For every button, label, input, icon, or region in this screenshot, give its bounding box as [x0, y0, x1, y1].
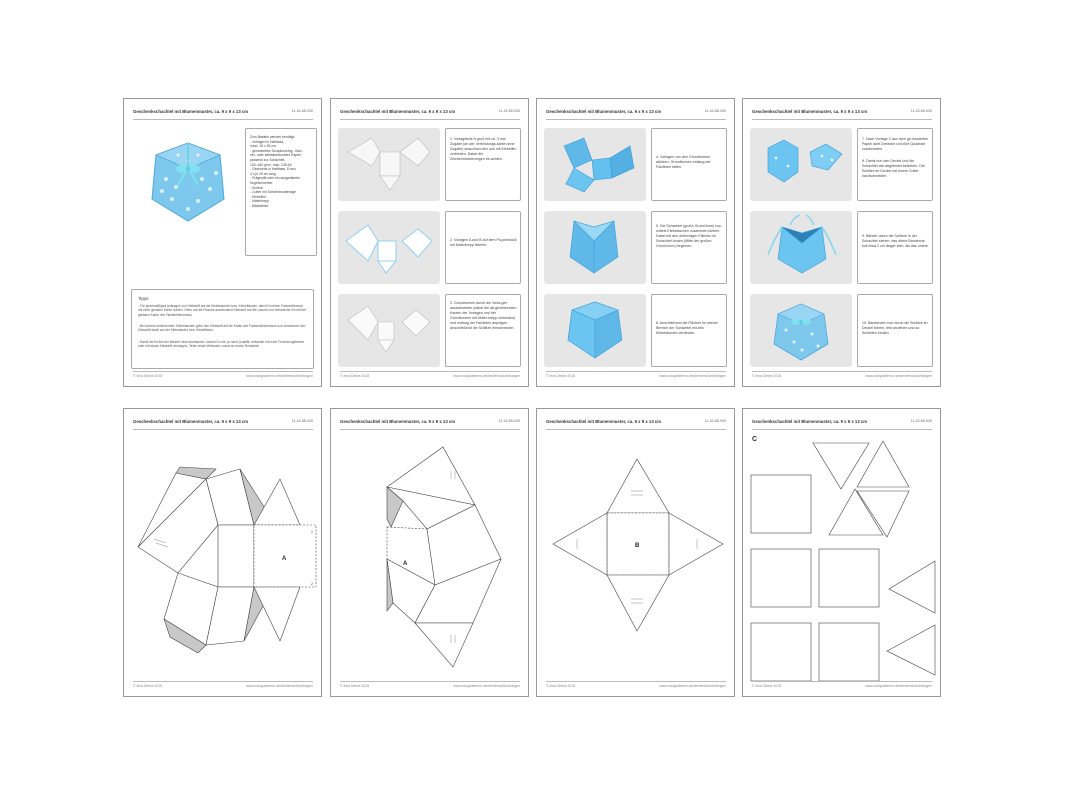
page-3-steps — [536, 98, 735, 387]
page-title: Geschenkschachtel mit Blumenmuster, ca. 9 x 9 x 13 cm — [752, 109, 868, 114]
step-3-box — [445, 294, 521, 367]
step-10-text: 10. Bandenden nun durch die Schlitze im Deckel führen, fest anziehen und zu Schleifen binden — [862, 321, 928, 335]
page-title: Geschenkschachtel mit Blumenmuster, ca. 9 x 9 x 13 cm — [133, 419, 249, 424]
label-b: B — [635, 543, 640, 549]
step-9-text: 9. Bänder durch die Schlitze in der Schachtel ziehen, das obere Bandende soll etwa 2 cm länger sein, als das untere. — [862, 234, 929, 248]
step-6-text: 6. Anschließend die Flächen im oberen Bereich der Schachtel mit-tels Klebelaschen verbinden. — [656, 321, 719, 335]
page-4-steps — [742, 98, 941, 387]
cut-pieces-photo — [338, 294, 440, 367]
material-item: 120–160 g/m², max. C/B A4 — [250, 162, 292, 167]
page-title: Geschenkschachtel mit Blumenmuster, ca. 9 x 9 x 13 cm — [546, 109, 662, 114]
step-2-box — [445, 211, 521, 284]
material-item: - Cutter mit Schneideunterlage — [250, 190, 296, 195]
page-footer — [340, 371, 520, 380]
page-footer — [340, 681, 520, 690]
footer-url: www.crazypatterns.net/de/items/Anleitungen — [659, 374, 726, 378]
step-1-text: 1. Vorlageteile A groß mit ca. 3 mm Zugabe (an der Verbindungs-kante ohne Zugabe) ausschnei-den und mit Klebefilm verbinden. Dabei die Zeichenmarkierungen be-achten. — [450, 137, 517, 161]
material-item: - gemustertes Scrapbooking-, Ban- — [250, 148, 303, 153]
box-materials — [245, 128, 317, 256]
step-2-text: 2. Vorlagen A und B auf dem Pa-pierstück mit Malerkrepp fixieren. — [450, 238, 517, 247]
step-7-box — [857, 128, 933, 201]
tips-heading: Tipps: — [138, 296, 150, 301]
page-code: 11-42-65-030 — [291, 419, 313, 423]
page-title: Geschenkschachtel mit Blumenmuster, ca. 9 x 9 x 13 cm — [340, 109, 456, 114]
material-item: mind. 15 x 35 cm — [250, 144, 276, 149]
material-item: passend zur Schachtel, — [250, 157, 286, 162]
step-4-text: 4. Vorlagen von den Grundformen ablösen. Grundformen entlang der Falzlinien falten. — [656, 155, 711, 169]
folded-net-photo — [544, 128, 646, 201]
template-on-paper-photo — [338, 211, 440, 284]
step-10-photo — [750, 294, 852, 367]
material-item: - Klebefilm — [250, 194, 267, 199]
page-code: 11-42-65-030 — [704, 109, 726, 113]
finished-box-photo — [750, 294, 852, 367]
tip-paragraph: - Für gleichmäßiges Auftragen von Klebstoff auf die Klebelaschen bzw. Klebeflächen: damit Du einen Falzstreifenmal mit einer geraden Kante nutzen. Gebe auf die Flasche ausreichend Klebstoff auf die Lasche und verstreiche ihn mit der geraden Kante des Falzstreifenmesss. — [138, 304, 307, 317]
tips-box — [131, 289, 314, 369]
step-6-photo — [544, 294, 646, 367]
step-10-box — [857, 294, 933, 367]
step-1-photo — [338, 128, 440, 201]
footer-url: www.crazypatterns.net/de/items/Anleitungen — [453, 374, 520, 378]
page-title: Geschenkschachtel mit Blumenmuster, ca. 9 x 9 x 13 cm — [133, 109, 249, 114]
page-code: 11-42-65-030 — [498, 109, 520, 113]
footer-url: www.crazypatterns.net/de/items/Anleitungen — [453, 684, 520, 688]
page-6-template-a — [330, 408, 529, 697]
material-item: ner- oder selbstbedrucktes Papier, — [250, 153, 302, 158]
material-item: - Prägestift oder ein ausgedienter — [250, 176, 301, 181]
template-b-diagram — [537, 409, 735, 697]
mark-1: 1 — [311, 530, 313, 534]
page-code: 11-42-65-030 — [291, 109, 313, 113]
step-2-photo — [338, 211, 440, 284]
page-footer — [546, 681, 726, 690]
page-title: Geschenkschachtel mit Blumenmuster, ca. 9 x 9 x 13 cm — [340, 419, 456, 424]
box-assembly-photo — [544, 211, 646, 284]
page-7-template-b — [536, 408, 735, 697]
step-7-text: 7. Nach Vorlage C aus dem ge-musterten Papier acht Dreiecke und fünf Quadrate zuschneiden. — [862, 137, 929, 151]
footer-copyright: © Irina Dietze 2018 — [340, 684, 370, 688]
materials-list — [250, 135, 314, 209]
page-code: 11-42-65-030 — [498, 419, 520, 423]
step-5-photo — [544, 211, 646, 284]
template-a-left-diagram — [124, 409, 322, 697]
page-title: Geschenkschachtel mit Blumenmuster, ca. 9 x 9 x 13 cm — [752, 419, 868, 424]
footer-copyright: © Irina Dietze 2018 — [546, 374, 576, 378]
material-item: - Geschenk in Halbfass, 8 mm, — [250, 167, 297, 172]
step-4-box — [651, 128, 727, 201]
page-code: 11-42-65-030 — [704, 419, 726, 423]
page-code: 11-42-65-030 — [910, 419, 932, 423]
material-item: - Vorlagen in Halbfass, — [250, 139, 285, 144]
step-5-box — [651, 211, 727, 284]
box-photo — [131, 128, 241, 244]
material-item: - Schere — [250, 185, 263, 190]
label-a: A — [282, 556, 287, 562]
footer-copyright: © Irina Dietze 2018 — [133, 684, 163, 688]
template-a-right-diagram — [331, 409, 529, 697]
page-8-template-c — [742, 408, 941, 697]
step-3-photo — [338, 294, 440, 367]
footer-url: www.crazypatterns.net/de/items/Anleitungen — [865, 374, 932, 378]
page-code: 11-42-65-030 — [910, 109, 932, 113]
page-header — [752, 108, 932, 120]
footer-copyright: © Irina Dietze 2018 — [546, 684, 576, 688]
template-c-diagram — [743, 409, 941, 697]
footer-url: www.crazypatterns.net/de/items/Anleitungen — [865, 684, 932, 688]
box-closed-photo — [544, 294, 646, 367]
label-c: C — [752, 436, 758, 443]
footer-copyright: © Irina Dietze 2018 — [133, 374, 163, 378]
ribbon-box-photo — [750, 211, 852, 284]
material-item: - Malerkrepp — [250, 199, 270, 204]
page-footer — [133, 371, 313, 380]
footer-copyright: © Irina Dietze 2018 — [752, 684, 782, 688]
page-footer — [752, 371, 932, 380]
covered-parts-photo — [750, 128, 852, 201]
footer-url: www.crazypatterns.net/de/items/Anleitungen — [246, 374, 313, 378]
footer-url: www.crazypatterns.net/de/items/Anleitungen — [659, 684, 726, 688]
step-9-box — [857, 211, 933, 284]
step-8-text: 8. Damit nun den Deckel und die Schachtel wie abgebildet bekleben. Die Schlitze im Deckel mit einem Cutter nachschneiden. — [862, 159, 925, 178]
page-header — [340, 108, 520, 120]
label-a-2: A — [403, 561, 408, 567]
page-footer — [546, 371, 726, 380]
page-2-steps — [330, 98, 529, 387]
template-sheet-photo — [338, 128, 440, 201]
footer-copyright: © Irina Dietze 2018 — [752, 374, 782, 378]
material-item: - Alleskleber — [250, 203, 269, 208]
page-header — [546, 108, 726, 120]
step-9-photo — [750, 211, 852, 284]
step-5-text: 5. Die Schachtel (große Grund-form) nun mittels Klebelaschen zusammen kleben. Dabei mit den dreieckigen Flächen im Schachtel-boden (Mitte der großen Grund-form) beginnen. — [656, 224, 722, 248]
tip-paragraph: - Bei schmal zerkrümmten Klebelaschen gebe den Klebstoff auf die Kante des Falzstreifenmessus und verstreiche den Klebstoff damit auf der Klebelasche bzw. Klebefläche. — [138, 324, 306, 333]
material-item: 4 x je 25 cm lang — [250, 171, 276, 176]
footer-copyright: © Irina Dietze 2018 — [340, 374, 370, 378]
step-3-text: 3. Grundformen durch die Vorla-gen ausschneiden (dabei die ab-gezeichneten Kanten der Vorlagen und der Grundformen mit Maler-krepp verbinden) und entlang der Falzlinien anprägen. Anschließend die Schlitze einschneiden. — [450, 301, 517, 330]
page-5-template-a — [123, 408, 322, 697]
footer-url: www.crazypatterns.net/de/items/Anleitungen — [246, 684, 313, 688]
page-title: Geschenkschachtel mit Blumenmuster, ca. 9 x 9 x 13 cm — [546, 419, 662, 424]
tip-paragraph: - Damit die Enden der Bänder nicht ausfransen, kannst Du sie, je nach Qualität, entweder mit einer Feuerzeugflamme oder mit etwas Klebstoff versiegeln. Teste beide Methoden zuerst an einem Reststück. — [138, 340, 305, 349]
mark-2: 2 — [311, 582, 313, 586]
material-item: Kugelschreiber — [250, 180, 273, 185]
step-7-photo — [750, 128, 852, 201]
page-header — [133, 108, 313, 120]
page-1-materials — [123, 98, 322, 387]
page-footer — [133, 681, 313, 690]
step-4-photo — [544, 128, 646, 201]
materials-intro: Zum Basteln werden benötigt: — [250, 135, 296, 139]
step-6-box — [651, 294, 727, 367]
step-1-box — [445, 128, 521, 201]
gift-box-photo — [132, 129, 241, 244]
page-footer — [752, 681, 932, 690]
